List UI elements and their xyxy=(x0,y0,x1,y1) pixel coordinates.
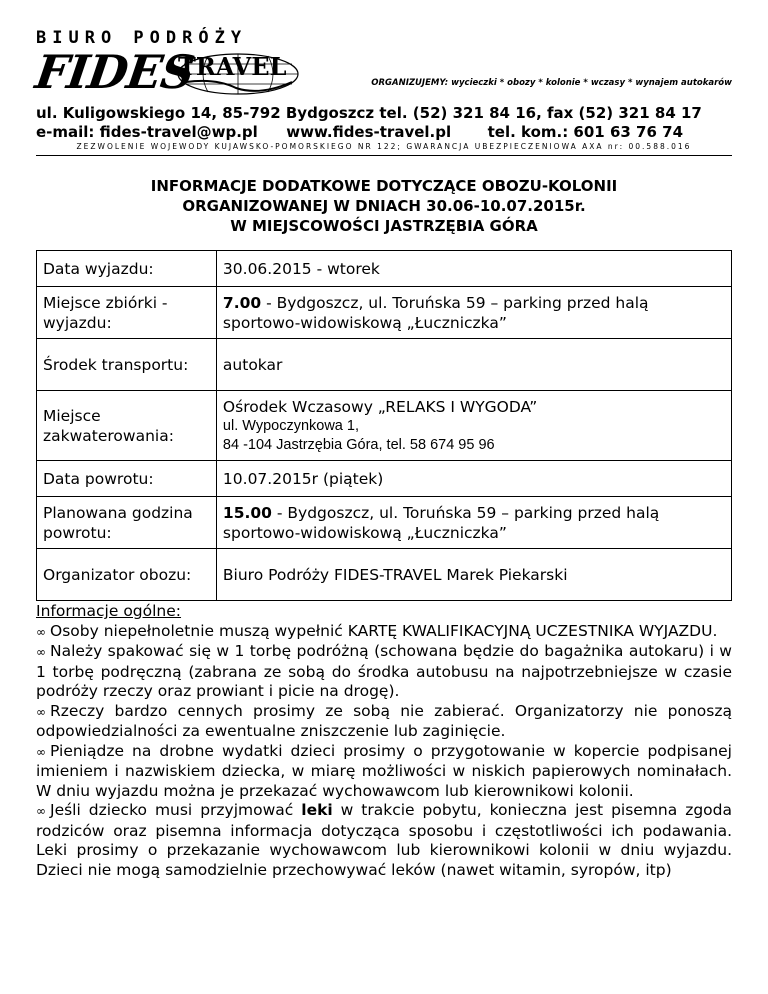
general-heading: Informacje ogólne: xyxy=(36,602,182,620)
return-place: - Bydgoszcz, ul. Toruńska 59 – parking przed halą sportowo-widowiskową „Łuczniczka” xyxy=(222,503,660,542)
return-time-value xyxy=(216,497,731,549)
document-title xyxy=(36,176,732,236)
biuro-podrozy-label: BIURO PODRÓŻY xyxy=(36,28,248,48)
accommodation-label: Miejsce zakwaterowania: xyxy=(37,391,217,461)
header-divider xyxy=(36,155,732,156)
infinity-bullet-icon: ∞ xyxy=(36,624,46,639)
accommodation-street: ul. Wypoczynkowa 1, xyxy=(222,417,359,434)
departure-value: 30.06.2015 - wtorek xyxy=(216,251,731,287)
logo-travel-block xyxy=(176,52,300,96)
table-row xyxy=(37,251,732,287)
organizer-value: Biuro Podróży FIDES-TRAVEL Marek Piekarski xyxy=(216,549,731,601)
infinity-bullet-icon: ∞ xyxy=(36,645,46,659)
logo-fides-text: FIDES xyxy=(32,45,198,99)
meeting-value xyxy=(216,287,731,339)
return-value: 10.07.2015r (piątek) xyxy=(216,461,731,497)
organizer-label: Organizator obozu: xyxy=(37,549,217,601)
meeting-time: 7.00 xyxy=(222,293,262,312)
transport-label: Środek transportu: xyxy=(37,339,217,391)
letterhead xyxy=(32,28,732,99)
table-row xyxy=(37,497,732,549)
departure-label: Data wyjazdu: xyxy=(37,251,217,287)
title-line-1: INFORMACJE DODATKOWE DOTYCZĄCE OBOZU-KOLONII xyxy=(150,177,618,195)
logo-travel-text: TRAVEL xyxy=(178,52,287,81)
return-time-label: Planowana godzina powrotu: xyxy=(37,497,217,549)
general-information xyxy=(36,602,732,880)
title-line-3: W MIEJSCOWOŚCI JASTRZĘBIA GÓRA xyxy=(230,217,538,235)
list-item: ∞ Jeśli dziecko musi przyjmować leki w trakcie pobytu, konieczna jest pisemna zgoda rodziców oraz pisemna informacja dotycząca sposobu i częstotliwości ich podawania. Leki prosimy o przekazanie wychowawcom lub kierownikowi kolonii w dniu wyjazdu. Dzieci nie mogą samodzielnie przechowywać leków (nawet witamin, syropów, itp) xyxy=(36,801,732,879)
infinity-bullet-icon: ∞ xyxy=(36,744,46,759)
return-time: 15.00 xyxy=(222,503,272,522)
accommodation-value xyxy=(216,391,731,461)
list-item: ∞ Osoby niepełnoletnie muszą wypełnić KARTĘ KWALIFIKACYJNĄ UCZESTNIKA WYJAZDU. xyxy=(36,622,732,643)
table-row xyxy=(37,339,732,391)
mobile-phone-text: tel. kom.: 601 63 76 74 xyxy=(487,123,684,141)
list-item: ∞ Rzeczy bardzo cennych prosimy ze sobą nie zabierać. Organizatorzy nie ponoszą odpowiedzialności za ewentualne zniszczenie lub zaginięcie. xyxy=(36,701,732,740)
website-text: www.fides-travel.pl xyxy=(286,123,452,141)
trip-info-table xyxy=(36,250,732,601)
license-line: ZEZWOLENIE WOJEWODY KUJAWSKO-POMORSKIEGO NR 122; GWARANCJA UBEZPIECZENIOWA AXA nr: 00.588.016 xyxy=(76,142,692,151)
accommodation-name: Ośrodek Wczasowy „RELAKS I WYGODA” xyxy=(222,397,538,416)
email-text: e-mail: fides-travel@wp.pl xyxy=(36,123,258,141)
title-line-2: ORGANIZOWANEJ W DNIACH 30.06-10.07.2015r. xyxy=(182,197,586,215)
meeting-label: Miejsce zbiórki - wyjazdu: xyxy=(37,287,217,339)
fides-travel-logo xyxy=(32,45,732,99)
address-line: ul. Kuligowskiego 14, 85-792 Bydgoszcz tel. (52) 321 84 16, fax (52) 321 84 17 xyxy=(36,104,702,122)
return-label: Data powrotu: xyxy=(37,461,217,497)
list-item: ∞ Należy spakować się w 1 torbę podróżną (schowana będzie do bagażnika autokaru) i w 1 torbę podręczną (zabrana ze sobą do środka autobusu na najpotrzebniejsze w czasie podróży rzeczy oraz prowiant i picie na drogę). xyxy=(36,642,732,700)
contact-block xyxy=(36,104,736,142)
contact-line xyxy=(36,123,736,142)
meeting-place: - Bydgoszcz, ul. Toruńska 59 – parking przed halą sportowo-widowiskową „Łuczniczka” xyxy=(222,293,649,332)
infinity-bullet-icon: ∞ xyxy=(36,704,46,719)
medicines-emphasis: leki xyxy=(301,801,333,819)
table-row xyxy=(37,461,732,497)
infinity-bullet-icon: ∞ xyxy=(36,804,46,818)
accommodation-city: 84 -104 Jastrzębia Góra, tel. 58 674 95 96 xyxy=(222,436,495,453)
table-row xyxy=(37,287,732,339)
table-row xyxy=(37,391,732,461)
table-row xyxy=(37,549,732,601)
transport-value: autokar xyxy=(216,339,731,391)
tagline: ORGANIZUJEMY: wycieczki * obozy * kolonie * wczasy * wynajem autokarów xyxy=(371,78,732,88)
list-item: ∞ Pieniądze na drobne wydatki dzieci prosimy o przygotowanie w kopercie podpisanej imieniem i nazwiskiem dziecka, w miarę możliwości w niskich papierowych nominałach. W dniu wyjazdu można je przekazać wychowawcom lub kierownikowi kolonii. xyxy=(36,741,732,800)
